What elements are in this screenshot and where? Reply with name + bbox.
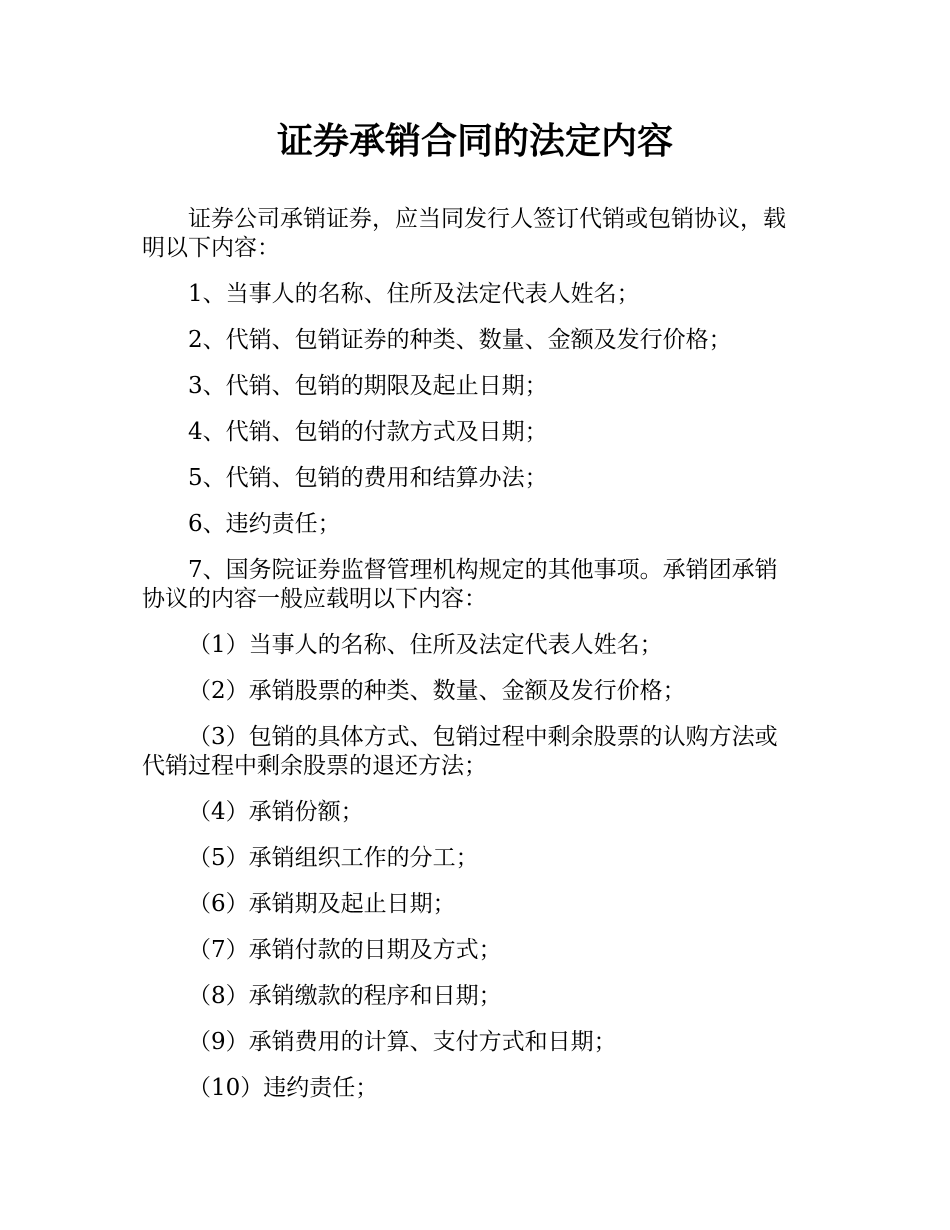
document-body xyxy=(142,205,794,1120)
sub-clause-8: （8）承销缴款的程序和日期； xyxy=(188,983,502,1009)
clause-5: 5、代销、包销的费用和结算办法； xyxy=(188,465,548,491)
clause-4: 4、代销、包销的付款方式及日期； xyxy=(188,419,548,445)
clause-6: 6、违约责任； xyxy=(188,511,341,537)
clause-3: 3、代销、包销的期限及起止日期； xyxy=(188,373,548,399)
sub-clause-6: （6）承销期及起止日期； xyxy=(188,891,456,917)
document-title: 证券承销合同的法定内容 xyxy=(276,121,673,162)
clause-7: 7、国务院证券监督管理机构规定的其他事项。承销团承销协议的内容一般应载明以下内容： xyxy=(142,557,778,612)
sub-clause-2: （2）承销股票的种类、数量、金额及发行价格； xyxy=(188,678,686,704)
clause-2: 2、代销、包销证券的种类、数量、金额及发行价格； xyxy=(188,327,732,353)
sub-clause-7: （7）承销付款的日期及方式； xyxy=(188,937,502,963)
sub-clause-5: （5）承销组织工作的分工； xyxy=(188,845,479,871)
clause-1: 1、当事人的名称、住所及法定代表人姓名； xyxy=(188,281,640,307)
sub-clause-3: （3）包销的具体方式、包销过程中剩余股票的认购方法或代销过程中剩余股票的退还方法； xyxy=(142,724,778,779)
sub-clause-10: （10）违约责任； xyxy=(188,1075,379,1101)
intro-paragraph: 证券公司承销证券，应当同发行人签订代销或包销协议，载明以下内容： xyxy=(142,206,786,261)
sub-clause-4: （4）承销份额； xyxy=(188,799,364,825)
sub-clause-1: （1）当事人的名称、住所及法定代表人姓名； xyxy=(188,632,663,658)
sub-clause-9: （9）承销费用的计算、支付方式和日期； xyxy=(188,1029,617,1055)
